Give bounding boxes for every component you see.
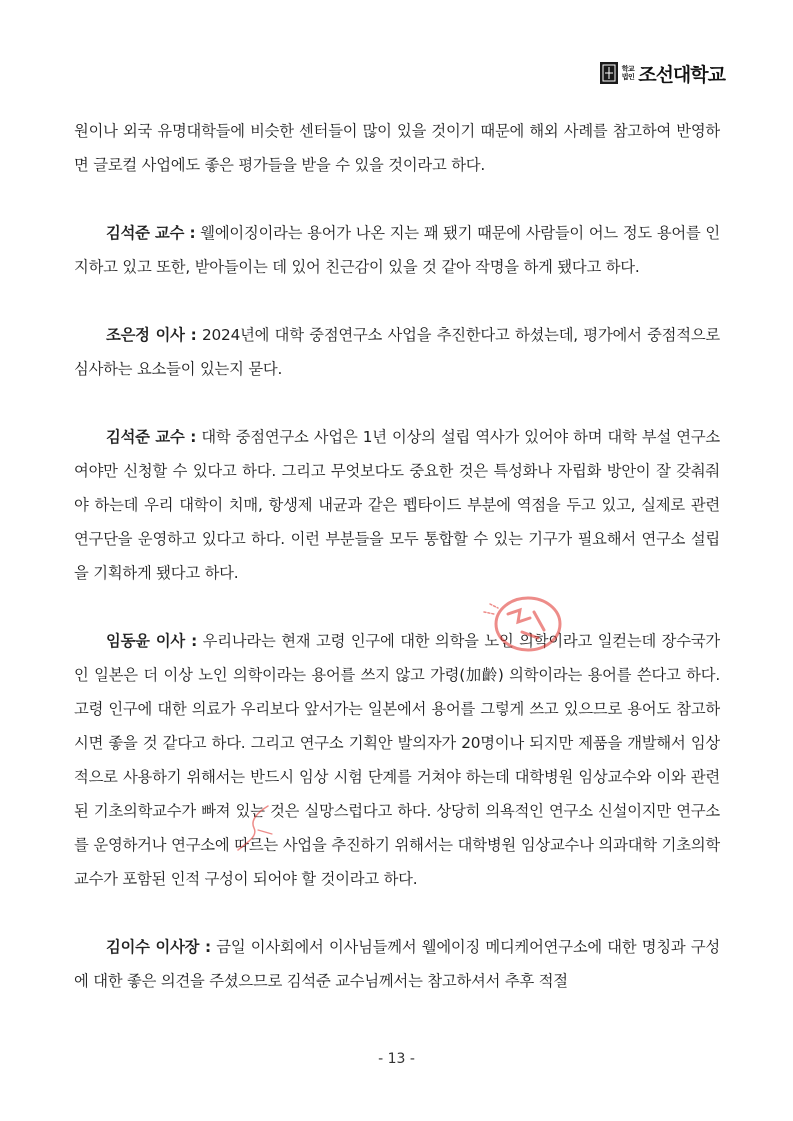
speaker-statement: 대학 중점연구소 사업은 1년 이상의 설립 역사가 있어야 하며 대학 부설 연구소여야만 신청할 수 있다고 하다. 그리고 무엇보다도 중요한 것은 특성화나 자립화 방안이 잘 갖춰줘야 하는데 우리 대학이 치매, 항생제 내균과 같은 펩타이드 부분에 역점을 두고 있고, 실제로 관련 연구단을 운영하고 있다고 하다. 이런 부분들을 모두 통합할 수 있는 기구가 필요해서 연구소 설립을 기획하게 됐다고 하다. — [74, 428, 720, 582]
logo-university-name: 조선대학교 — [638, 63, 725, 86]
speaker-statement: 우리나라는 현재 고령 인구에 대한 의학을 노인 의학이라고 일컫는데 장수국가인 일본은 더 이상 노인 의학이라는 용어를 쓰지 않고 가령(加齡) 의학이라는 용어를 쓴다고 하다. 고령 인구에 대한 의료가 우리보다 앞서가는 일본에서 용어를 그렇게 쓰고 있으므로 용어도 참고하시면 좋을 것 같다고 하다. 그리고 연구소 기획안 발의자가 20명이나 되지만 제품을 개발해서 임상적으로 사용하기 위해서는 반드시 임상 시험 단계를 거쳐야 하는데 대학병원 임상교수와 이와 관련된 기초의학교수가 빠져 있는 것은 실망스럽다고 하다. 상당히 의욕적인 연구소 신설이지만 연구소를 운영하거나 연구소에 따르는 사업을 추진하기 위해서는 대학병원 임상교수나 의과대학 기초의학교수가 포함된 인적 구성이 되어야 할 것이라고 하다. — [74, 632, 720, 888]
speaker-statement: 금일 이사회에서 이사님들께서 웰에이징 메디케어연구소에 대한 명칭과 구성에 대한 좋은 의견을 주셨으므로 김석준 교수님께서는 참고하셔서 추후 적절 — [74, 938, 720, 990]
speaker-name: 김석준 교수 : — [106, 428, 197, 446]
speaker-name: 김석준 교수 : — [106, 224, 196, 242]
page-number: - 13 - — [378, 1051, 415, 1067]
speaker-paragraph — [74, 318, 720, 386]
speaker-statement: 웰에이징이라는 용어가 나온 지는 꽤 됐기 때문에 사람들이 어느 정도 용어를 인지하고 있고 또한, 받아들이는 데 있어 친근감이 있을 것 같아 작명을 하게 됐다고 하다. — [74, 224, 720, 276]
speaker-name: 김이수 이사장 : — [106, 938, 211, 956]
speaker-paragraph — [74, 216, 720, 284]
speaker-paragraph — [74, 420, 720, 590]
logo-small-line2: 법인 — [621, 73, 635, 81]
minutes-body — [74, 114, 720, 1032]
logo-corporation-label — [622, 65, 635, 81]
speaker-name: 임동윤 이사 : — [106, 632, 198, 650]
logo-small-line1: 학교 — [621, 65, 635, 73]
speaker-paragraph — [74, 930, 720, 998]
speaker-paragraph — [74, 624, 720, 896]
speaker-name: 조은정 이사 : — [106, 326, 197, 344]
speaker-statement: 2024년에 대학 중점연구소 사업을 추진한다고 하셨는데, 평가에서 중점적으로 심사하는 요소들이 있는지 묻다. — [74, 326, 720, 378]
university-logo — [600, 61, 725, 85]
university-emblem-icon — [600, 62, 618, 84]
intro-paragraph: 원이나 외국 유명대학들에 비슷한 센터들이 많이 있을 것이기 때문에 해외 사례를 참고하여 반영하면 글로컬 사업에도 좋은 평가들을 받을 수 있을 것이라고 하다. — [74, 122, 720, 174]
